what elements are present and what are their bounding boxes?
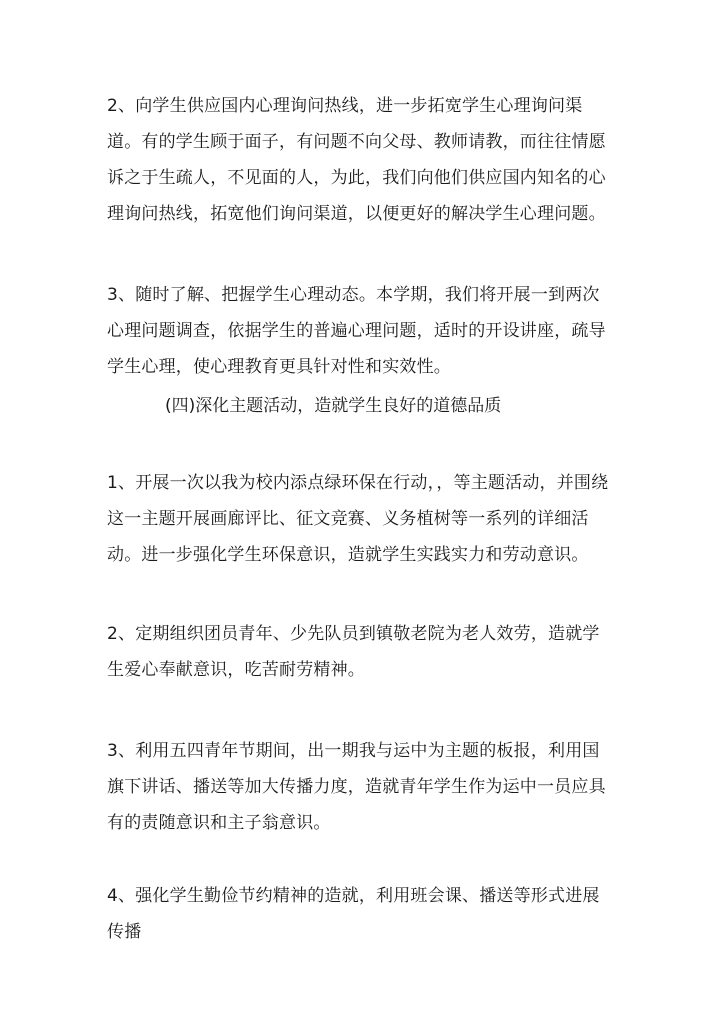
paragraph-hotline: 2、向学生供应国内心理询问热线，进一步拓宽学生心理询问渠道。有的学生顾于面子，有问题不向父母、教师请教，而往往情愿诉之于生疏人，不见面的人，为此，我们向他们供应国内知名的心理询问热线，拓宽他们询问渠道，以便更好的解决学生心理问题。 — [107, 96, 606, 224]
section-heading: (四)深化主题活动，造就学生良好的道德品质 — [165, 396, 502, 416]
paragraph-youth-day: 3、利用五四青年节期间，出一期我与运中为主题的板报，利用国旗下讲话、播送等加大传播力度，造就青年学生作为运中一员应具有的责随意识和主子翁意识。 — [107, 741, 606, 833]
paragraph-thrift: 4、强化学生勤俭节约精神的造就，利用班会课、播送等形式进展传播 — [107, 886, 600, 942]
paragraph-green-campus: 1、开展一次以我为校内添点绿环保在行动，，等主题活动，并围绕这一主题开展画廊评比、征文竞赛、义务植树等一系列的详细活动。进一步强化学生环保意识，造就学生实践实力和劳动意识。 — [107, 473, 609, 565]
paragraph-psych-survey: 3、随时了解、把握学生心理动态。本学期，我们将开展一到两次心理问题调查，依据学生的普遍心理问题，适时的开设讲座，疏导学生心理，使心理教育更具针对性和实效性。 — [107, 285, 606, 377]
paragraph-nursing-home: 2、定期组织团员青年、少先队员到镇敬老院为老人效劳，造就学生爱心奉献意识，吃苦耐劳精神。 — [107, 624, 600, 680]
